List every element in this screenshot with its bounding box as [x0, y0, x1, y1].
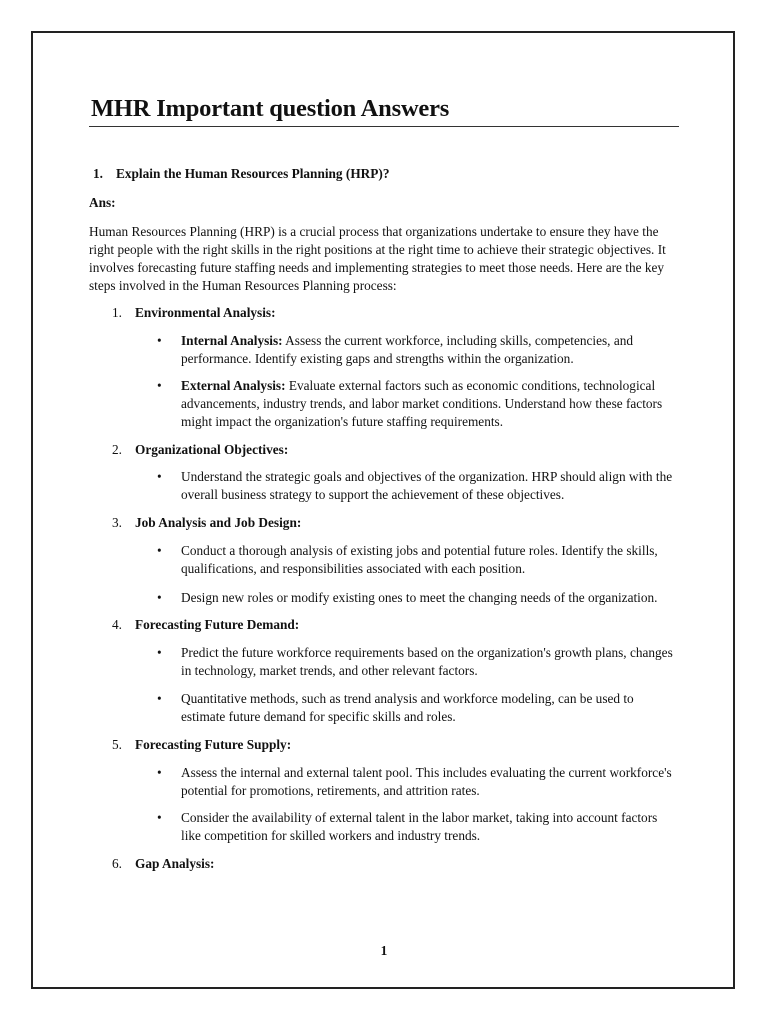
question-heading — [93, 166, 389, 182]
step-heading: Forecasting Future Demand: — [135, 617, 300, 632]
bullet-item — [157, 468, 677, 504]
question-number: 1. — [93, 166, 103, 181]
question-text: Explain the Human Resources Planning (HRP)? — [116, 166, 390, 181]
bullet-marker: • — [157, 469, 162, 484]
bullet-text: Quantitative methods, such as trend analysis and workforce modeling, can be used to estimate future demand for specific skills and roles. — [181, 691, 634, 725]
bullet-marker: • — [157, 645, 162, 660]
step-number: 3. — [112, 515, 122, 530]
answer-label: Ans: — [89, 195, 116, 210]
bullet-item — [157, 690, 677, 726]
intro-paragraph: Human Resources Planning (HRP) is a crucial process that organizations undertake to ensure they have the right people with the right skills in the right positions at the right time to achieve their strategic objectives. It involves forecasting future staffing needs and implementing strategies to meet those needs. Here are the key steps involved in the Human Resources Planning process: — [89, 224, 666, 294]
bullet-marker: • — [157, 810, 162, 825]
bullet-text: Evaluate external factors such as economic conditions, technological advancements, industry trends, and labor market conditions. Understand how these factors might impact the organization's future staffing requirements. — [181, 378, 663, 430]
bullet-item — [157, 589, 677, 607]
bullet-text: Understand the strategic goals and objectives of the organization. HRP should align with the overall business strategy to support the achievement of these objectives. — [181, 469, 673, 503]
bullet-item — [157, 809, 677, 845]
bullet-item — [157, 377, 677, 431]
step-number: 6. — [112, 856, 122, 871]
bullet-text: Design new roles or modify existing ones to meet the changing needs of the organization. — [181, 590, 658, 605]
title-underline — [89, 126, 679, 127]
bullet-marker: • — [157, 691, 162, 706]
step-number: 1. — [112, 305, 122, 320]
step-item — [112, 617, 299, 633]
step-item — [112, 856, 214, 872]
step-number: 2. — [112, 442, 122, 457]
bullet-text: Assess the current workforce, including skills, competencies, and performance. Identify existing gaps and strengths within the organization. — [181, 333, 634, 367]
step-item — [112, 305, 276, 321]
step-heading: Environmental Analysis: — [135, 305, 276, 320]
bullet-item — [157, 542, 677, 578]
bullet-text: Consider the availability of external talent in the labor market, taking into account factors like competition for skilled workers and industry trends. — [181, 810, 658, 844]
document-title: MHR Important question Answers — [91, 95, 450, 122]
bullet-marker: • — [157, 543, 162, 558]
step-heading: Organizational Objectives: — [135, 442, 289, 457]
step-heading: Job Analysis and Job Design: — [135, 515, 302, 530]
bullet-lead: Internal Analysis: — [181, 333, 283, 348]
step-number: 5. — [112, 737, 122, 752]
step-item — [112, 515, 301, 531]
bullet-text: Conduct a thorough analysis of existing jobs and potential future roles. Identify the skills, qualifications, and responsibilities associated with each position. — [181, 543, 658, 577]
bullet-item — [157, 764, 677, 800]
bullet-text: Assess the internal and external talent pool. This includes evaluating the current workforce's potential for promotions, retirements, and attrition rates. — [181, 765, 672, 799]
step-item — [112, 442, 288, 458]
bullet-text: Predict the future workforce requirements based on the organization's growth plans, changes in technology, market trends, and other relevant factors. — [181, 645, 673, 679]
bullet-marker: • — [157, 378, 162, 393]
bullet-marker: • — [157, 590, 162, 605]
bullet-item — [157, 332, 677, 368]
bullet-marker: • — [157, 333, 162, 348]
step-heading: Gap Analysis: — [135, 856, 215, 871]
page-number: 1 — [380, 943, 388, 958]
bullet-item — [157, 644, 677, 680]
step-number: 4. — [112, 617, 122, 632]
step-heading: Forecasting Future Supply: — [135, 737, 292, 752]
bullet-marker: • — [157, 765, 162, 780]
bullet-lead: External Analysis: — [181, 378, 286, 393]
step-item — [112, 737, 291, 753]
